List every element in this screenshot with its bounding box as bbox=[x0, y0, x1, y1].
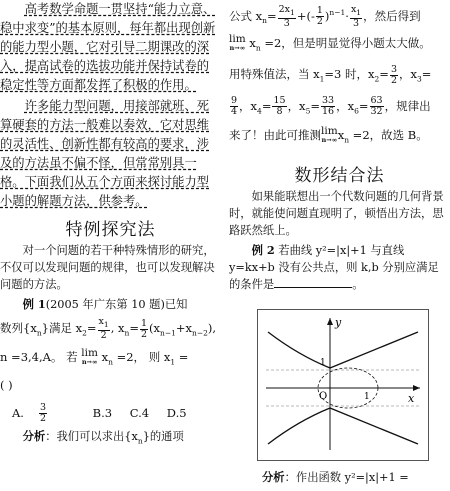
example-2: 例 2 若曲线 y²=|x|+1 与直线 y=kx+b 没有公共点，则 k,b 分别应满足的条件是 。 bbox=[229, 243, 439, 292]
y-intercept-label: 1 bbox=[320, 358, 326, 368]
x-axis-arrow bbox=[413, 385, 420, 391]
left-column bbox=[0, 0, 221, 449]
special-case-intro: 对一个问题的若干种特殊情形的研究，不仅可以发现问题的规律，也可以发现解决问题的方法。 bbox=[0, 244, 215, 291]
sequence-definition: 数列$\{x_n\}$满足 $x_2=$ $\frac{x_1}{2}$ , $x_n=$ $\frac{1}{2}$ $(x_{n-1}+x_{n-2})$, bbox=[0, 316, 217, 341]
answer-paren: ( ) bbox=[0, 377, 13, 392]
section-heading-special-case: 特例探究法 bbox=[65, 220, 156, 240]
curve-graph-svg bbox=[258, 310, 428, 460]
fraction-one-half: $\frac{1}{2}$ bbox=[140, 317, 148, 340]
choice-d: D.5 bbox=[166, 405, 187, 420]
answer-blank bbox=[274, 277, 352, 288]
method-paragraph: 许多能力型问题，用接部就班、死算硬套的方法一般难以奏效，它对思维的灵活性、创新性都有较高的要求，涉及的方法虽不偏不怪，但常常别具一格。下面我们从五个方面来探讨能力型小题的解题方法，供参考。 bbox=[0, 99, 210, 208]
section-heading-number-shape: 数形结合法 bbox=[294, 166, 385, 187]
curve-graph bbox=[257, 309, 429, 461]
choice-b: B.3 bbox=[92, 405, 113, 420]
limit-symbol: lim n→∞ bbox=[81, 347, 98, 367]
upper-curve bbox=[268, 332, 418, 368]
special-value-line: 用特殊值法，当 $x_1=3$ 时，$x_2=$ $\frac{3}{2}$ ，$x_3=$ bbox=[229, 63, 432, 86]
lower-curve bbox=[268, 408, 418, 444]
analysis-2: 分析：作出函数 y²=|x|+1 = bbox=[262, 470, 409, 484]
limit-result: lim n→∞ $x_n =2$，但是明显觉得小题太大做。 bbox=[229, 33, 431, 53]
y-axis-arrow bbox=[327, 318, 333, 325]
limit-condition: n =3,4,A。 若 lim n→∞ $x_n =2$， 则 $x_1$ = bbox=[0, 347, 189, 367]
y-axis-label: y bbox=[335, 316, 342, 329]
choice-a: A. $\frac{3}{2}$ bbox=[12, 402, 47, 425]
analysis-1: 分析：我们可以求出$\{x_n\}$的通项 bbox=[22, 429, 184, 446]
right-column bbox=[229, 0, 450, 293]
number-shape-intro: 如果能联想出一个代数问题的几何背景时，就能使问题直现明了，顿悟出方法，思路跃然纸上。 bbox=[229, 190, 444, 238]
computed-values: $\frac{9}{4}$ ，$x_4=$ $\frac{15}{8}$ ，$x_5=$ $\frac{33}{16}$ ，$x_6=$ $\frac{63}{32}$ ，规律出 bbox=[231, 95, 431, 118]
example-1-header: 例 1(2005 年广东第 10 题)已知 bbox=[22, 297, 188, 311]
choice-c: C.4 bbox=[129, 405, 150, 420]
general-formula: 公式 $x_n=$ $\frac{2x_1}{3}$ +(- $\frac{1}{2}$ )$^{n-1}$· $\frac{x_1}{3}$ ，然后得到 bbox=[229, 3, 421, 29]
fraction-x1-over-2: $\frac{x_1}{2}$ bbox=[98, 316, 109, 341]
origin-label: O bbox=[319, 391, 328, 402]
conclusion-line: 来了！由此可推测 lim n→∞ $x_n =2$，故选 B。 bbox=[229, 125, 428, 145]
x-point-label: 1 bbox=[364, 392, 370, 402]
answer-choices bbox=[0, 402, 221, 425]
intro-paragraph: 高考数学命题一贯坚持“能力立意、稳中求变”的基本原则，每年都出现创新的能力型小题，它对引导二期课改的深入，提高试卷的选拔功能并保持试卷的稳定性等方面都发挥了积极的作用。 bbox=[0, 2, 216, 92]
x-axis-label: x bbox=[408, 392, 415, 405]
